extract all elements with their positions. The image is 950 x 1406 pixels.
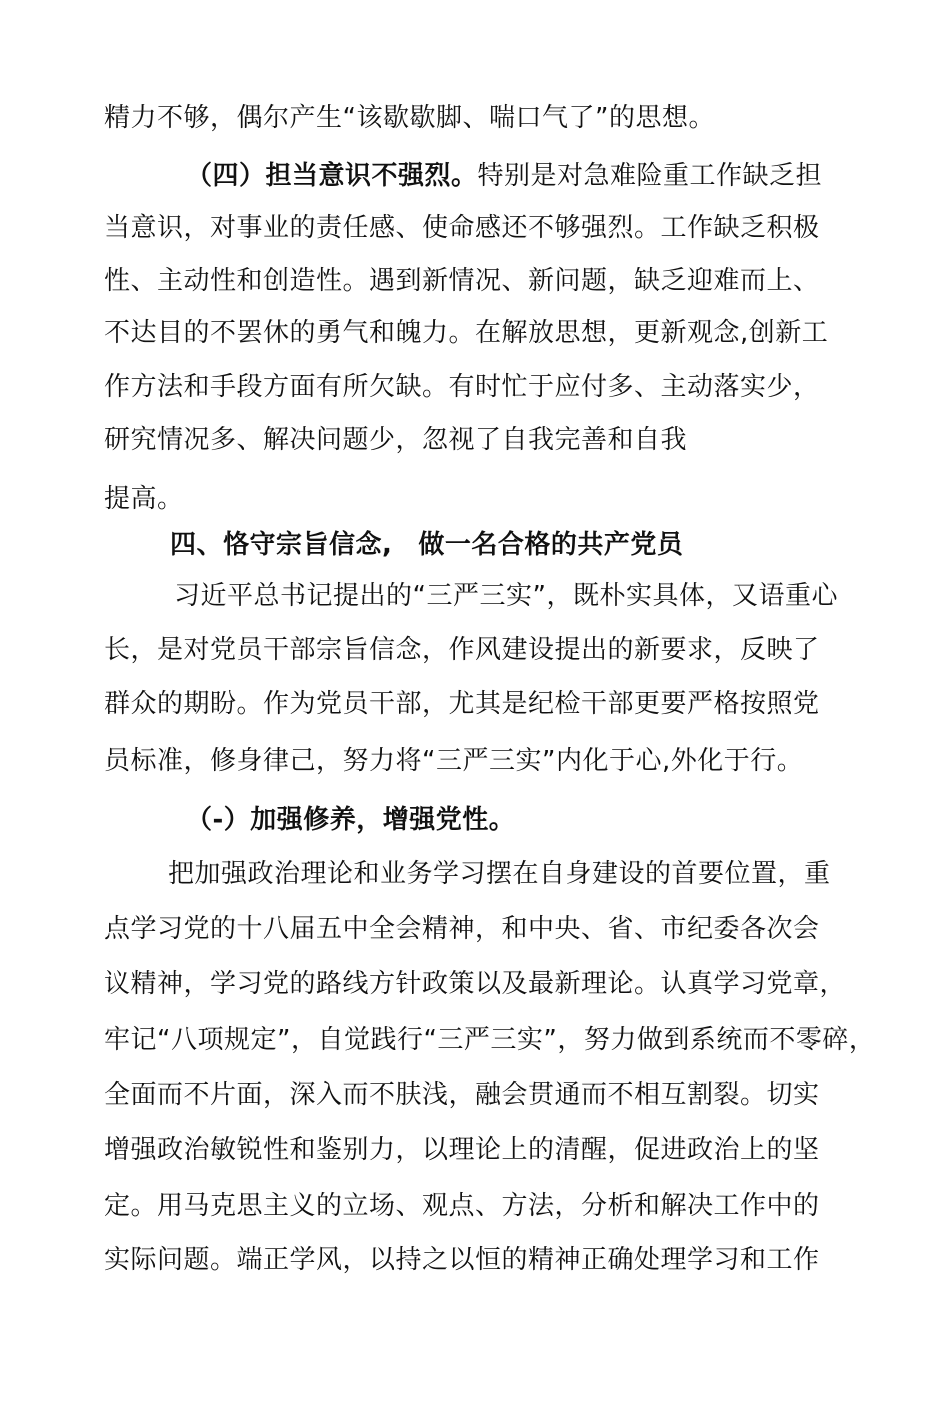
body-line: 增强政治敏锐性和鉴别力，以理论上的清醒，促进政治上的坚 <box>104 1135 820 1165</box>
body-line: 提高。 <box>104 484 184 514</box>
body-line: 牢记“八项规定”，自觉践行“三严三实”，努力做到系统而不零碎， <box>104 1025 876 1055</box>
subheading-4: （四）担当意识不强烈。 <box>186 161 478 191</box>
body-line: 员标准，修身律己，努力将“三严三实”内化于心,外化于行。 <box>104 746 804 776</box>
subheading-line <box>186 159 822 193</box>
body-line: 习近平总书记提出的“三严三实”，既朴实具体，又语重心 <box>174 581 838 611</box>
body-line: 长，是对党员干部宗旨信念，作风建设提出的新要求，反映了 <box>104 635 820 665</box>
body-line: 群众的期盼。作为党员干部，尤其是纪检干部更要严格按照党 <box>104 689 820 719</box>
body-line: 定。用马克思主义的立场、观点、方法，分析和解决工作中的 <box>104 1191 820 1221</box>
body-line: 把加强政治理论和业务学习摆在自身建设的首要位置，重 <box>168 859 831 889</box>
body-line: 全面而不片面，深入而不肤浅，融会贯通而不相互割裂。切实 <box>104 1080 820 1110</box>
body-line: 作方法和手段方面有所欠缺。有时忙于应付多、主动落实少， <box>104 372 820 402</box>
body-line: 性、主动性和创造性。遇到新情况、新问题，缺乏迎难而上、 <box>104 266 820 296</box>
section-heading-part1: 四、恪守宗旨信念, <box>170 530 393 560</box>
body-line: 研究情况多、解决问题少，忽视了自我完善和自我 <box>104 425 688 455</box>
body-line: 不达目的不罢休的勇气和魄力。在解放思想，更新观念,创新工 <box>104 318 829 348</box>
body-line: 点学习党的十八届五中全会精神，和中央、省、市纪委各次会 <box>104 914 820 944</box>
body-line: 实际问题。端正学风，以持之以恒的精神正确处理学习和工作 <box>104 1245 820 1275</box>
body-line: 当意识，对事业的责任感、使命感还不够强烈。工作缺乏积极 <box>104 213 820 243</box>
subheading-1: （-）加强修养，增强党性。 <box>186 805 516 835</box>
body-line: 议精神，学习党的路线方针政策以及最新理论。认真学习党章， <box>104 969 847 999</box>
body-line: 精力不够，偶尔产生“该歇歇脚、喘口气了”的思想。 <box>104 103 715 133</box>
body-text: 特别是对急难险重工作缺乏担 <box>477 161 823 191</box>
section-heading <box>170 528 683 562</box>
section-heading-part2: 做一名合格的共产党员 <box>418 530 684 560</box>
